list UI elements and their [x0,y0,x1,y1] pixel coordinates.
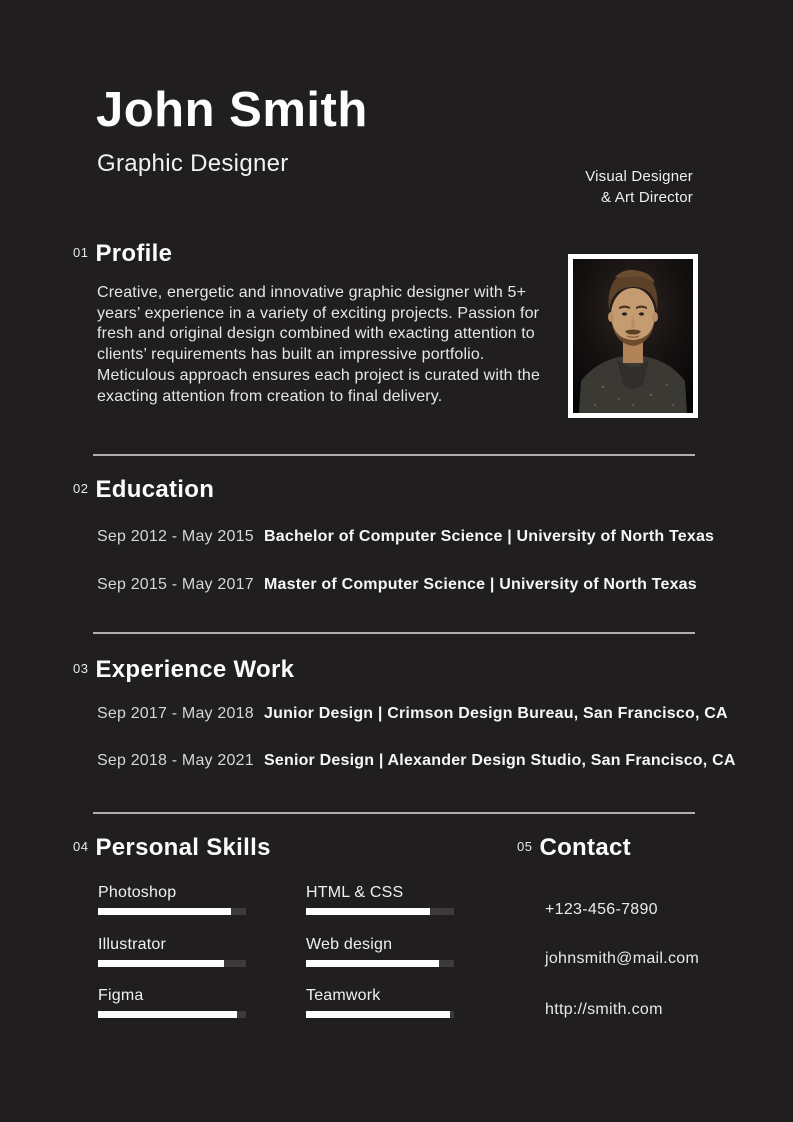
tagline-line-1: Visual Designer [585,168,693,185]
section-title-education: Education [95,476,215,503]
divider [93,632,695,634]
tagline [585,166,693,208]
row-dates: Sep 2017 - May 2018 [97,705,254,722]
row-detail: Senior Design | Alexander Design Studio, San Francisco, CA [264,752,736,769]
skill-bar-track [98,1011,246,1018]
section-number: 05 [517,839,533,854]
row-dates: Sep 2015 - May 2017 [97,576,254,593]
portrait-illustration [573,259,693,413]
section-title-experience: Experience Work [95,656,295,683]
skill-bar-fill [306,1011,450,1018]
divider [93,812,695,814]
skill-label: Photoshop [98,884,177,901]
skill-bar-track [306,960,454,967]
skill-bar-fill [98,908,231,915]
section-heading-experience [73,657,294,686]
profile-paragraph: Creative, energetic and innovative graphic designer with 5+ years’ experience in a variety of exciting projects. Passion for fresh and original design combined with exacting attention to clients’ requirements has built an impressive portfolio. Meticulous approach ensures each project is curated with the exacting attention from creation to final delivery. [97,284,541,405]
skill-bar-fill [98,960,224,967]
skill-item-web-design [306,935,454,967]
section-heading-profile [73,241,172,270]
section-title-skills: Personal Skills [95,834,271,861]
skill-item-html-css [306,883,454,915]
skill-item-figma [98,986,246,1018]
person-title: Graphic Designer [97,150,289,177]
contact-phone: +123-456-7890 [545,901,658,918]
tagline-line-2: & Art Director [601,189,693,206]
section-number: 04 [73,839,89,854]
section-number: 02 [73,481,89,496]
row-detail: Master of Computer Science | University of North Texas [264,576,697,593]
skill-bar-fill [306,908,430,915]
skill-item-illustrator [98,935,246,967]
section-number: 01 [73,245,89,260]
section-heading-contact [517,835,631,864]
skill-bar-track [98,908,246,915]
skill-label: Illustrator [98,936,166,953]
contact-email: johnsmith@mail.com [545,950,700,967]
skill-item-teamwork [306,986,454,1018]
skill-bar-fill [98,1011,237,1018]
skill-label: Teamwork [306,987,381,1004]
skill-bar-track [98,960,246,967]
divider [93,454,695,456]
section-heading-skills [73,835,271,864]
row-dates: Sep 2012 - May 2015 [97,528,254,545]
skill-item-photoshop [98,883,246,915]
skill-label: Web design [306,936,393,953]
row-detail: Bachelor of Computer Science | University of North Texas [264,528,715,545]
skill-label: HTML & CSS [306,884,404,901]
experience-row [97,751,736,771]
contact-website: http://smith.com [545,1001,663,1018]
row-detail: Junior Design | Crimson Design Bureau, San Francisco, CA [264,705,728,722]
skill-bar-track [306,1011,454,1018]
skill-bar-track [306,908,454,915]
experience-row [97,704,728,724]
section-title-contact: Contact [539,834,631,861]
section-number: 03 [73,661,89,676]
education-row [97,575,697,595]
profile-photo [568,254,698,418]
row-dates: Sep 2018 - May 2021 [97,752,254,769]
section-heading-education [73,477,214,506]
person-name: John Smith [96,83,368,137]
skill-label: Figma [98,987,144,1004]
skill-bar-fill [306,960,439,967]
education-row [97,527,714,547]
section-title-profile: Profile [95,240,173,267]
